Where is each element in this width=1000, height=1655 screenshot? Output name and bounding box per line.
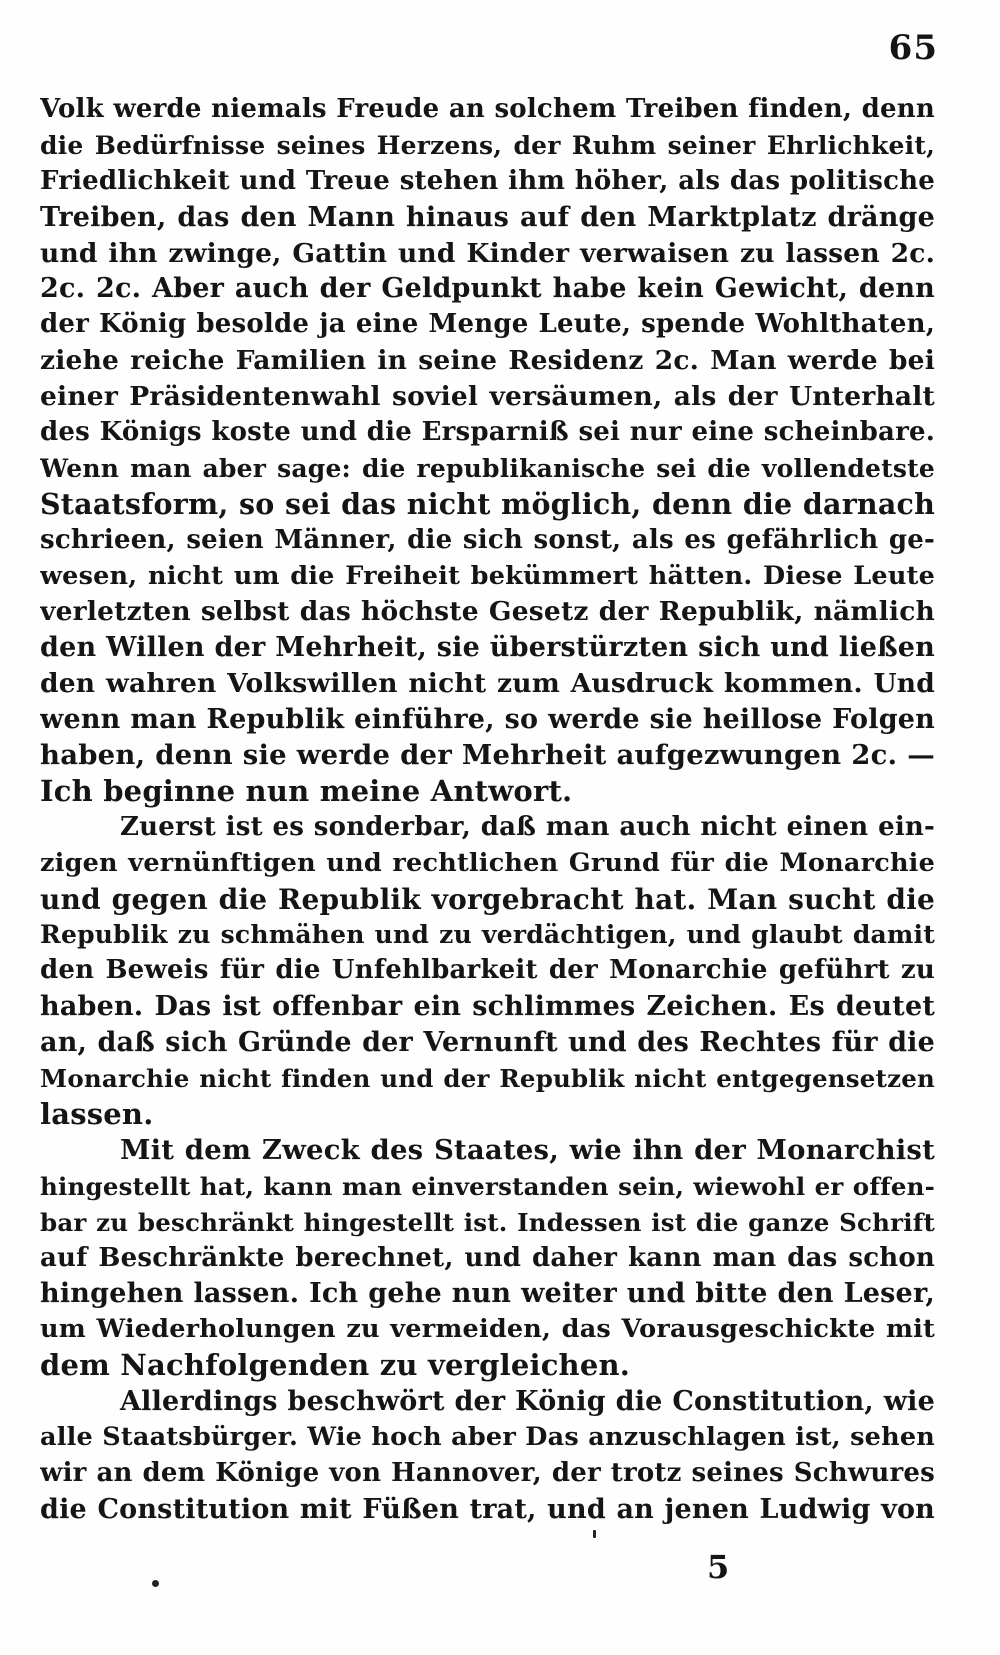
text-line: der König besolde ja eine Menge Leute, spende Wohlthaten, bbox=[40, 309, 935, 340]
text-line: haben, denn sie werde der Mehrheit aufgezwungen 2c. — bbox=[40, 739, 935, 772]
text-line: 2c. 2c. Aber auch der Geldpunkt habe kein Gewicht, denn bbox=[40, 273, 935, 305]
text-line: an, daß sich Gründe der Vernunft und des Rechtes für die bbox=[40, 1027, 935, 1059]
text-line: Zuerst ist es sonderbar, daß man auch nicht einen ein- bbox=[120, 811, 935, 842]
text-line: Republik zu schmähen und zu verdächtigen, und glaubt damit bbox=[40, 920, 935, 950]
text-line: wir an dem Könige von Hannover, der trotz seines Schwures bbox=[40, 1457, 935, 1488]
text-line: Monarchie nicht finden und der Republik nicht entgegensetzen bbox=[40, 1064, 935, 1094]
text-line: auf Beschränkte berechnet, und daher kann man das schon bbox=[40, 1242, 935, 1273]
text-line: hingehen lassen. Ich gehe nun weiter und bitte den Leser, bbox=[40, 1278, 935, 1310]
text-line: dem Nachfolgenden zu vergleichen. bbox=[40, 1348, 631, 1383]
text-line: haben. Das ist offenbar ein schlimmes Zeichen. Es deutet bbox=[40, 991, 935, 1023]
text-line: zigen vernünftigen und rechtlichen Grund für die Monarchie bbox=[40, 847, 935, 878]
text-line: den Willen der Mehrheit, sie überstürzten sich und ließen bbox=[40, 632, 935, 664]
text-line: alle Staatsbürger. Wie hoch aber Das anzuschlagen ist, sehen bbox=[40, 1421, 935, 1452]
text-line: den wahren Volkswillen nicht zum Ausdruck kommen. Und bbox=[40, 668, 935, 700]
text-line: schrieen, seien Männer, die sich sonst, als es gefährlich ge- bbox=[40, 524, 935, 555]
text-line: und ihn zwinge, Gattin und Kinder verwaisen zu lassen 2c. bbox=[40, 237, 935, 269]
text-line: Ich beginne nun meine Antwort. bbox=[40, 773, 573, 808]
text-line: Friedlichkeit und Treue stehen ihm höher, als das politische bbox=[40, 165, 935, 196]
text-line: ziehe reiche Familien in seine Residenz 2c. Man werde bei bbox=[40, 345, 935, 377]
text-line: Volk werde niemals Freude an solchem Treiben finden, denn bbox=[40, 94, 935, 124]
text-line: wesen, nicht um die Freiheit bekümmert hätten. Diese Leute bbox=[40, 560, 935, 591]
text-line: Allerdings beschwört der König die Constitution, wie bbox=[120, 1386, 935, 1418]
text-line: des Königs koste und die Ersparniß sei nur eine scheinbare. bbox=[40, 417, 935, 448]
signature-mark: 5 bbox=[707, 1548, 730, 1586]
text-line: Wenn man aber sage: die republikanische sei die vollendetste bbox=[40, 453, 935, 483]
page-number: 65 bbox=[888, 28, 938, 68]
text-line: lassen. bbox=[40, 1096, 154, 1131]
text-line: bar zu beschränkt hingestellt ist. Indessen ist die ganze Schrift bbox=[40, 1207, 935, 1237]
text-line: die Bedürfnisse seines Herzens, der Ruhm seiner Ehrlichkeit, bbox=[40, 130, 935, 160]
text-line: einer Präsidentenwahl soviel versäumen, als der Unterhalt bbox=[40, 381, 935, 413]
text-line: verletzten selbst das höchste Gesetz der Republik, nämlich bbox=[40, 596, 935, 628]
text-line: die Constitution mit Füßen trat, und an jenen Ludwig von bbox=[40, 1493, 935, 1525]
text-line: den Beweis für die Unfehlbarkeit der Monarchie geführt zu bbox=[40, 955, 935, 986]
text-line: wenn man Republik einführe, so werde sie heillose Folgen bbox=[40, 704, 935, 736]
text-line: und gegen die Republik vorgebracht hat. Man sucht die bbox=[40, 882, 935, 916]
text-line: Mit dem Zweck des Staates, wie ihn der Monarchist bbox=[120, 1133, 935, 1166]
body-text bbox=[40, 92, 935, 1528]
text-line: um Wiederholungen zu vermeiden, das Vorausgeschickte mit bbox=[40, 1314, 935, 1345]
text-line: Staatsform, so sei das nicht möglich, denn die darnach bbox=[40, 486, 935, 521]
ink-speck bbox=[593, 1530, 596, 1538]
ink-speck bbox=[152, 1580, 159, 1587]
text-line: Treiben, das den Mann hinaus auf den Marktplatz dränge bbox=[40, 201, 935, 233]
text-line: hingestellt hat, kann man einverstanden sein, wiewohl er offen- bbox=[40, 1171, 935, 1201]
